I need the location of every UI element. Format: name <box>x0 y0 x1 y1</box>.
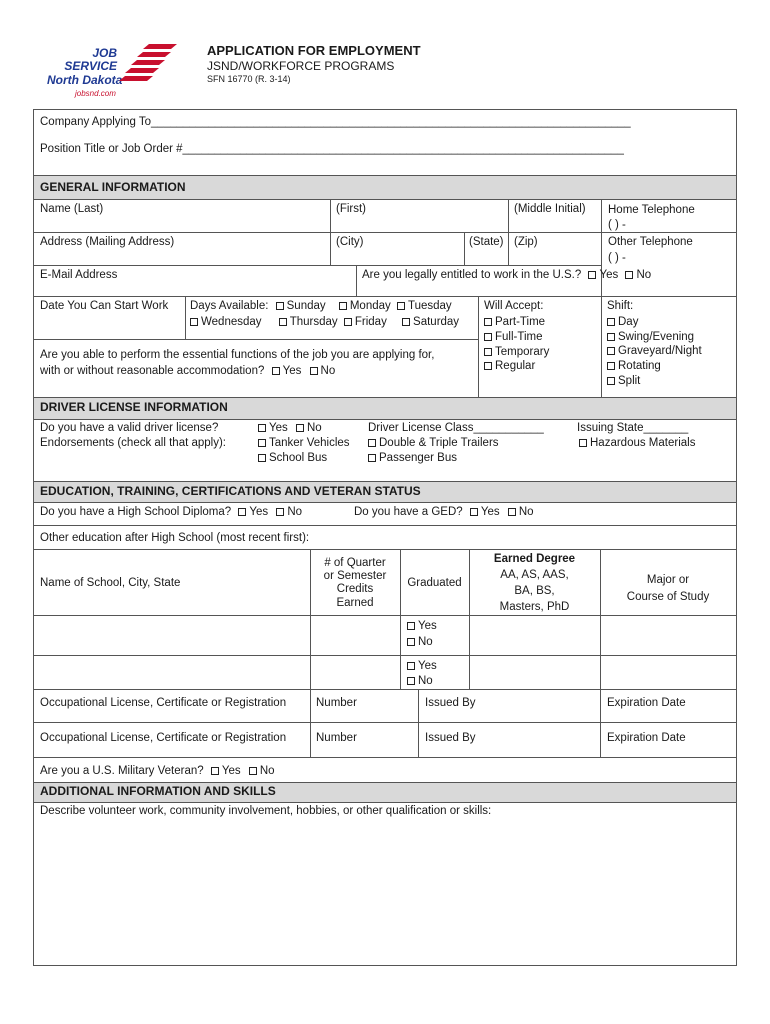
name-last-field[interactable]: Name (Last) <box>40 203 104 215</box>
monday-label: Monday <box>349 300 391 312</box>
sunday-label: Sunday <box>286 300 326 312</box>
home-telephone-label: Home Telephone <box>608 204 695 216</box>
shift-graveyard[interactable]: Graveyard/Night <box>607 345 702 358</box>
form-border-left <box>33 109 34 966</box>
part-time-checkbox[interactable] <box>484 318 492 326</box>
entitled-no-checkbox[interactable] <box>625 271 633 279</box>
endorse-tanker[interactable]: Tanker Vehicles <box>258 437 350 450</box>
row2-grad-yes[interactable]: Yes <box>407 660 437 673</box>
thursday-checkbox[interactable] <box>279 318 287 326</box>
name-first-field[interactable]: (First) <box>336 203 367 215</box>
license-row1-label: Occupational License, Certificate or Registration <box>40 697 287 709</box>
form-title: APPLICATION FOR EMPLOYMENT <box>207 43 421 58</box>
tuesday-label: Tuesday <box>407 300 452 312</box>
license-row2-expiration[interactable]: Expiration Date <box>607 732 686 744</box>
row1-grad-yes[interactable]: Yes <box>407 620 437 633</box>
days-available-row2 <box>190 316 459 329</box>
email-field[interactable]: E-Mail Address <box>40 269 118 281</box>
ged-row: Do you have a GED? Yes No <box>354 506 534 518</box>
row2-yes-checkbox[interactable] <box>407 662 415 670</box>
row1-yes-checkbox[interactable] <box>407 622 415 630</box>
col-major-header: Major or Course of Study <box>626 574 710 604</box>
logo-line1: JOB <box>92 46 117 60</box>
school-bus-checkbox[interactable] <box>258 454 266 462</box>
valid-license-options: Yes No <box>258 422 322 435</box>
essential-functions-q1: Are you able to perform the essential functions of the job you are applying for, <box>40 349 435 361</box>
city-field[interactable]: (City) <box>336 236 364 248</box>
hs-no-checkbox[interactable] <box>276 508 284 516</box>
row1-grad-no[interactable]: No <box>407 636 433 649</box>
other-telephone-field[interactable]: ( ) - <box>608 252 626 264</box>
col-graduated-header: Graduated <box>407 577 462 589</box>
veteran-row: Are you a U.S. Military Veteran? Yes No <box>40 765 275 777</box>
col-school-header: Name of School, City, State <box>40 577 181 589</box>
high-school-question: Do you have a High School Diploma? <box>40 506 232 518</box>
endorse-double[interactable]: Double & Triple Trailers <box>368 437 499 450</box>
split-checkbox[interactable] <box>607 377 615 385</box>
additional-heading: ADDITIONAL INFORMATION AND SKILLS <box>40 784 276 798</box>
form-border-top <box>33 109 737 110</box>
position-title-field[interactable]: Position Title or Job Order #_____________________________________________________________________ <box>40 143 624 155</box>
shift-rotating[interactable]: Rotating <box>607 360 661 373</box>
license-row1-number[interactable]: Number <box>316 697 357 709</box>
days-available-label: Days Available: <box>190 300 269 312</box>
company-applying-field[interactable]: Company Applying To___________________________________________________________________________ <box>40 116 631 128</box>
saturday-label: Saturday <box>413 316 460 328</box>
middle-initial-field[interactable]: (Middle Initial) <box>514 203 586 215</box>
essential-no-checkbox[interactable] <box>310 367 318 375</box>
entitled-yes-label: Yes <box>599 269 619 281</box>
address-field[interactable]: Address (Mailing Address) <box>40 236 175 248</box>
license-row1-expiration[interactable]: Expiration Date <box>607 697 686 709</box>
wednesday-checkbox[interactable] <box>190 318 198 326</box>
thursday-label: Thursday <box>289 316 338 328</box>
license-row2-number[interactable]: Number <box>316 732 357 744</box>
col-credits-header: # of Quarter or Semester Credits Earned <box>323 557 387 609</box>
tuesday-checkbox[interactable] <box>397 302 405 310</box>
logo-line2: SERVICE <box>64 59 117 73</box>
license-row2-label: Occupational License, Certificate or Registration <box>40 732 287 744</box>
rotating-checkbox[interactable] <box>607 362 615 370</box>
accept-temporary[interactable]: Temporary <box>484 346 549 359</box>
endorse-school-bus[interactable]: School Bus <box>258 452 327 465</box>
driver-heading: DRIVER LICENSE INFORMATION <box>40 400 228 414</box>
veteran-yes-checkbox[interactable] <box>211 767 219 775</box>
essential-yes-checkbox[interactable] <box>272 367 280 375</box>
education-heading: EDUCATION, TRAINING, CERTIFICATIONS AND VETERAN STATUS <box>40 484 421 498</box>
license-class-field[interactable]: Driver License Class___________ <box>368 422 544 434</box>
ged-no-checkbox[interactable] <box>508 508 516 516</box>
wednesday-label: Wednesday <box>201 316 262 328</box>
legally-entitled-question: Are you legally entitled to work in the U.S.? <box>362 269 582 281</box>
regular-checkbox[interactable] <box>484 362 492 370</box>
veteran-question: Are you a U.S. Military Veteran? <box>40 765 204 777</box>
hs-yes-checkbox[interactable] <box>238 508 246 516</box>
essential-functions-q2: with or without reasonable accommodation? <box>40 365 265 377</box>
essential-functions-row: with or without reasonable accommodation? Yes No <box>40 365 336 377</box>
additional-describe-label: Describe volunteer work, community involvement, hobbies, or other qualification or skills: <box>40 805 492 817</box>
ged-question: Do you have a GED? <box>354 506 463 518</box>
shift-swing[interactable]: Swing/Evening <box>607 331 694 344</box>
other-education-label: Other education after High School (most recent first): <box>40 532 310 544</box>
legally-entitled-row <box>362 269 651 282</box>
additional-info-textarea[interactable] <box>36 822 734 962</box>
tanker-checkbox[interactable] <box>258 439 266 447</box>
entitled-yes-checkbox[interactable] <box>588 271 596 279</box>
sunday-checkbox[interactable] <box>276 302 284 310</box>
will-accept-label: Will Accept: <box>484 300 544 312</box>
license-row1-issued[interactable]: Issued By <box>425 697 476 709</box>
license-yes-checkbox[interactable] <box>258 424 266 432</box>
high-school-row: Do you have a High School Diploma? Yes No <box>40 506 303 518</box>
days-available-row1 <box>190 300 452 313</box>
job-service-nd-logo <box>45 42 180 98</box>
swing-checkbox[interactable] <box>607 333 615 341</box>
form-number: SFN 16770 (R. 3-14) <box>207 74 291 84</box>
endorse-hazmat[interactable]: Hazardous Materials <box>579 437 695 450</box>
row1-no-checkbox[interactable] <box>407 638 415 646</box>
day-checkbox[interactable] <box>607 318 615 326</box>
form-subtitle: JSND/WORKFORCE PROGRAMS <box>207 59 395 73</box>
state-field[interactable]: (State) <box>469 236 504 248</box>
zip-field[interactable]: (Zip) <box>514 236 538 248</box>
endorse-passenger[interactable]: Passenger Bus <box>368 452 457 465</box>
accept-full-time[interactable]: Full-Time <box>484 331 543 344</box>
passenger-bus-checkbox[interactable] <box>368 454 376 462</box>
issuing-state-field[interactable]: Issuing State_______ <box>577 422 689 434</box>
row2-grad-no[interactable]: No <box>407 675 433 688</box>
logo-url: jobsnd.com <box>75 89 116 98</box>
hazmat-checkbox[interactable] <box>579 439 587 447</box>
friday-label: Friday <box>354 316 387 328</box>
double-triple-checkbox[interactable] <box>368 439 376 447</box>
temporary-checkbox[interactable] <box>484 348 492 356</box>
row2-no-checkbox[interactable] <box>407 677 415 685</box>
graveyard-checkbox[interactable] <box>607 347 615 355</box>
logo-line3: North Dakota <box>47 73 123 87</box>
endorsements-label: Endorsements (check all that apply): <box>40 437 227 449</box>
shift-day[interactable]: Day <box>607 316 638 329</box>
license-no-checkbox[interactable] <box>296 424 304 432</box>
entitled-no-label: No <box>636 269 652 281</box>
home-telephone-field[interactable]: ( ) - <box>608 219 626 231</box>
shift-label: Shift: <box>607 300 634 312</box>
col-degree-header: Earned Degree AA, AS, AAS, BA, BS, Masters, PhD <box>493 553 576 614</box>
other-telephone-label: Other Telephone <box>608 236 693 248</box>
license-row2-issued[interactable]: Issued By <box>425 732 476 744</box>
monday-checkbox[interactable] <box>339 302 347 310</box>
full-time-checkbox[interactable] <box>484 333 492 341</box>
veteran-no-checkbox[interactable] <box>249 767 257 775</box>
logo-stripes <box>119 44 177 81</box>
accept-part-time[interactable]: Part-Time <box>484 316 545 329</box>
saturday-checkbox[interactable] <box>402 318 410 326</box>
shift-split[interactable]: Split <box>607 375 640 388</box>
ged-yes-checkbox[interactable] <box>470 508 478 516</box>
form-border-right <box>736 109 737 966</box>
valid-license-question: Do you have a valid driver license? <box>40 422 219 434</box>
form-border-bottom <box>33 965 737 966</box>
friday-checkbox[interactable] <box>344 318 352 326</box>
accept-regular[interactable]: Regular <box>484 360 535 373</box>
general-heading: GENERAL INFORMATION <box>40 180 186 194</box>
start-date-field[interactable]: Date You Can Start Work <box>40 300 169 312</box>
